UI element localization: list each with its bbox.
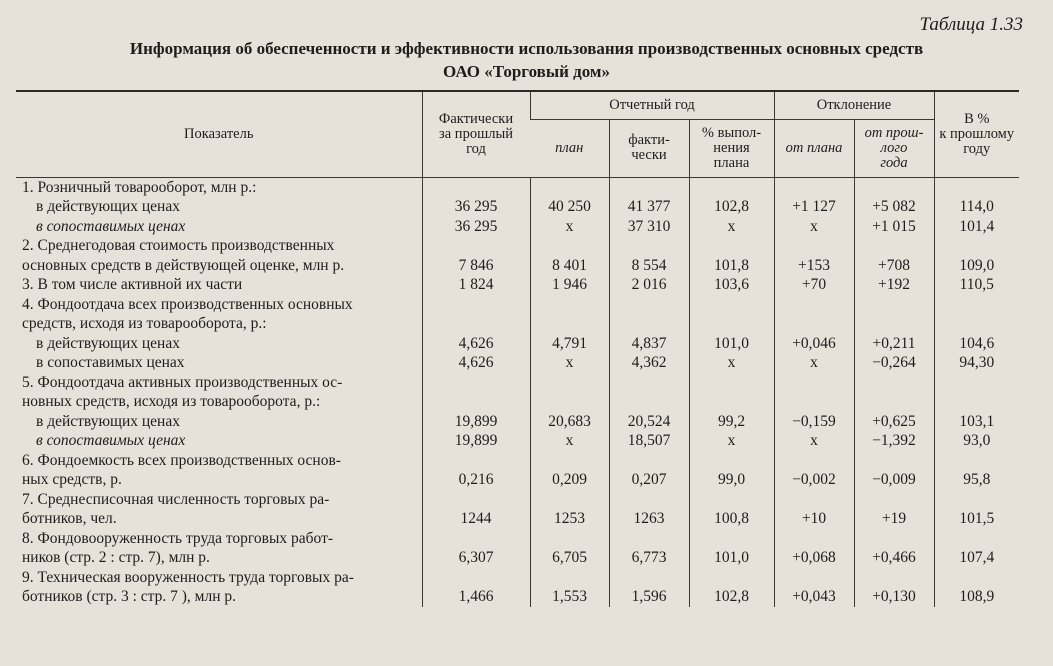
header-actual: факти- чески [609,119,689,177]
table-row [16,587,1019,607]
cell-value: 19,899 [422,431,530,451]
cell-value: +708 [854,256,934,276]
cell-value: 101,4 [934,217,1019,237]
cell-value: 103,1 [934,412,1019,432]
header-from-plan: от плана [774,119,854,177]
cell-value: 100,8 [689,509,774,529]
cell-value: 2 016 [609,275,689,295]
table-number: Таблица 1.33 [919,14,1023,35]
cell-value [530,373,609,393]
cell-value [609,392,689,412]
row-label: в сопоставимых ценах [36,354,185,372]
cell-value [854,373,934,393]
cell-value [422,490,530,510]
cell-value: 0,207 [609,470,689,490]
table-row [16,197,1019,217]
table-row [16,256,1019,276]
table-title: Информация об обеспеченности и эффективности использования производственных основных средств [129,39,924,58]
cell-value [854,529,934,549]
cell-value: 101,8 [689,256,774,276]
cell-value: 41 377 [609,197,689,217]
table-row [16,217,1019,237]
cell-value: x [530,431,609,451]
cell-value [689,373,774,393]
cell-value: −1,392 [854,431,934,451]
table-row [16,431,1019,451]
cell-value [854,177,934,197]
cell-value: 99,2 [689,412,774,432]
cell-value [689,236,774,256]
table-row [16,529,1019,549]
cell-value: 4,362 [609,353,689,373]
cell-value [854,451,934,471]
cell-value: 4,626 [422,334,530,354]
data-table [16,90,1019,607]
table-row [16,490,1019,510]
cell-value [609,373,689,393]
header-pct-prev: В % к прошлому году [934,91,1019,177]
cell-value [609,177,689,197]
row-label: средств, исходя из товарооборота, р.: [22,315,267,333]
cell-value: 109,0 [934,256,1019,276]
cell-value [422,451,530,471]
cell-value: +153 [774,256,854,276]
cell-value [609,451,689,471]
cell-value: x [689,217,774,237]
row-label: ных средств, р. [22,471,122,489]
cell-value: +0,068 [774,548,854,568]
cell-value: 36 295 [422,197,530,217]
cell-value [774,451,854,471]
header-plan: план [530,119,609,177]
cell-value: 1253 [530,509,609,529]
cell-value: 1,466 [422,587,530,607]
cell-value: 20,683 [530,412,609,432]
cell-value: 6,773 [609,548,689,568]
table-row [16,314,1019,334]
cell-value: 93,0 [934,431,1019,451]
cell-value: +0,043 [774,587,854,607]
cell-value [774,236,854,256]
row-label: ботников (стр. 3 : стр. 7 ), млн р. [22,588,237,606]
cell-value: 4,837 [609,334,689,354]
cell-value [934,314,1019,334]
cell-value [422,295,530,315]
cell-value: 1244 [422,509,530,529]
row-label: 5. Фондоотдача активных производственных ос- [22,373,343,391]
row-label: в сопоставимых ценах [36,432,186,450]
cell-value [689,314,774,334]
table-row [16,451,1019,471]
cell-value: 8 554 [609,256,689,276]
cell-value [774,373,854,393]
row-label: 9. Техническая вооруженность труда торговых ра- [22,568,354,586]
cell-value [609,529,689,549]
table-row [16,568,1019,588]
cell-value [934,451,1019,471]
cell-value: 40 250 [530,197,609,217]
cell-value [609,314,689,334]
cell-value: 95,8 [934,470,1019,490]
cell-value: x [530,353,609,373]
row-label: 1. Розничный товарооборот, млн р.: [22,178,257,196]
cell-value: 18,507 [609,431,689,451]
cell-value: 104,6 [934,334,1019,354]
row-label: 2. Среднегодовая стоимость производственных [22,237,335,255]
cell-value: 1,553 [530,587,609,607]
cell-value [530,451,609,471]
cell-value: 101,0 [689,334,774,354]
row-label: новных средств, исходя из товарооборота, р.: [22,393,321,411]
cell-value [422,177,530,197]
cell-value: 110,5 [934,275,1019,295]
cell-value: 1263 [609,509,689,529]
cell-value [934,490,1019,510]
table-row [16,373,1019,393]
cell-value: 99,0 [689,470,774,490]
cell-value: 0,216 [422,470,530,490]
cell-value [689,490,774,510]
cell-value: +0,130 [854,587,934,607]
cell-value: 0,209 [530,470,609,490]
row-label: в сопоставимых ценах [36,217,186,235]
cell-value [934,568,1019,588]
cell-value [422,568,530,588]
cell-value: 114,0 [934,197,1019,217]
cell-value [689,295,774,315]
cell-value [774,314,854,334]
cell-value: +0,211 [854,334,934,354]
row-label: в действующих ценах [36,198,180,216]
cell-value [609,295,689,315]
header-pct-plan: % выпол- нения плана [689,119,774,177]
cell-value [854,490,934,510]
cell-value [689,529,774,549]
row-label: ников (стр. 2 : стр. 7), млн р. [22,549,210,567]
cell-value [774,529,854,549]
table-row [16,509,1019,529]
cell-value [689,177,774,197]
cell-value: 94,30 [934,353,1019,373]
cell-value: 102,8 [689,197,774,217]
cell-value [530,295,609,315]
cell-value [422,236,530,256]
cell-value [934,295,1019,315]
table-row [16,470,1019,490]
header-report-year: Отчетный год [530,91,774,119]
cell-value [854,295,934,315]
cell-value: +10 [774,509,854,529]
cell-value [854,314,934,334]
cell-value: 4,626 [422,353,530,373]
cell-value [689,451,774,471]
cell-value [530,392,609,412]
cell-value [934,529,1019,549]
row-label: 8. Фондовооруженность труда торговых работ- [22,529,334,547]
cell-value: −0,159 [774,412,854,432]
cell-value [934,373,1019,393]
cell-value [854,392,934,412]
header-deviation: Отклонение [774,91,934,119]
cell-value: x [689,431,774,451]
row-label: в действующих ценах [36,334,180,352]
cell-value: 107,4 [934,548,1019,568]
table-row [16,412,1019,432]
row-label: основных средств в действующей оценке, млн р. [22,256,345,274]
cell-value: +0,046 [774,334,854,354]
cell-value [530,529,609,549]
cell-value [530,177,609,197]
table-row [16,236,1019,256]
cell-value: +5 082 [854,197,934,217]
cell-value: x [530,217,609,237]
header-from-prev: от прош- лого года [854,119,934,177]
row-label: 6. Фондоемкость всех производственных основ- [22,451,341,469]
cell-value [774,295,854,315]
cell-value: −0,264 [854,353,934,373]
cell-value: 19,899 [422,412,530,432]
cell-value [854,236,934,256]
table-row [16,392,1019,412]
cell-value: +1 127 [774,197,854,217]
cell-value: +19 [854,509,934,529]
cell-value: 8 401 [530,256,609,276]
cell-value [422,314,530,334]
cell-value [609,490,689,510]
table-subtitle: ОАО «Торговый дом» [442,62,611,81]
cell-value [774,392,854,412]
cell-value [774,177,854,197]
cell-value: +192 [854,275,934,295]
cell-value: +1 015 [854,217,934,237]
cell-value [689,568,774,588]
cell-value [530,314,609,334]
cell-value: x [774,217,854,237]
cell-value: +0,625 [854,412,934,432]
cell-value [854,568,934,588]
row-label: в действующих ценах [36,412,180,430]
cell-value: 6,705 [530,548,609,568]
cell-value [934,236,1019,256]
cell-value [530,236,609,256]
cell-value: −0,002 [774,470,854,490]
header-indicator: Показатель [16,91,422,177]
cell-value: 6,307 [422,548,530,568]
cell-value [609,236,689,256]
cell-value: x [689,353,774,373]
cell-value: x [774,431,854,451]
table-row [16,548,1019,568]
cell-value: −0,009 [854,470,934,490]
row-label: 7. Среднесписочная численность торговых ра- [22,490,330,508]
cell-value: 102,8 [689,587,774,607]
cell-value: 1,596 [609,587,689,607]
cell-value: 108,9 [934,587,1019,607]
cell-value: 4,791 [530,334,609,354]
cell-value: 37 310 [609,217,689,237]
cell-value: x [774,353,854,373]
row-label: ботников, чел. [22,510,117,528]
cell-value: +70 [774,275,854,295]
cell-value [422,373,530,393]
table-row [16,275,1019,295]
cell-value: 36 295 [422,217,530,237]
cell-value: 101,0 [689,548,774,568]
cell-value: 7 846 [422,256,530,276]
table-row [16,295,1019,315]
table-row [16,177,1019,197]
cell-value: 1 946 [530,275,609,295]
row-label: 4. Фондоотдача всех производственных основных [22,295,353,313]
row-label: 3. В том числе активной их части [22,276,243,294]
header-prev-year: Фактически за прошлый год [422,91,530,177]
cell-value: 103,6 [689,275,774,295]
cell-value: 20,524 [609,412,689,432]
cell-value [530,568,609,588]
cell-value [422,529,530,549]
cell-value [934,177,1019,197]
cell-value: 1 824 [422,275,530,295]
cell-value [609,568,689,588]
cell-value [689,392,774,412]
table-row [16,353,1019,373]
cell-value: +0,466 [854,548,934,568]
cell-value: 101,5 [934,509,1019,529]
cell-value [774,490,854,510]
cell-value [774,568,854,588]
cell-value [934,392,1019,412]
cell-value [422,392,530,412]
table-row [16,334,1019,354]
cell-value [530,490,609,510]
